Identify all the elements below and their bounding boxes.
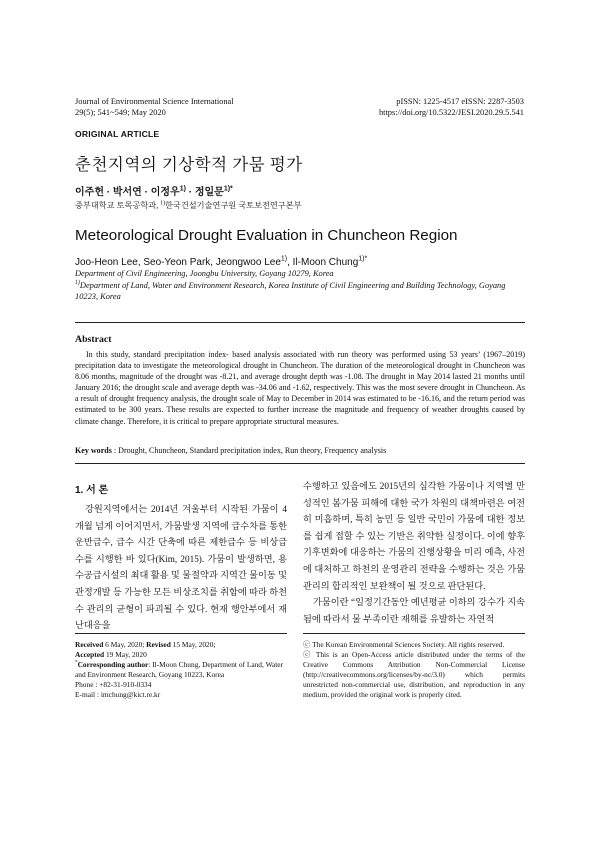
korean-authors <box>75 183 233 198</box>
abstract-body: In this study, standard precipitation index- based analysis associated with run theory was performed using 53 years’ (1967–2019) precipitation data to investigate the meteorological drought in Chuncheon. The duration of the meteorological drought in Chuncheon was 8.06 months, magnitude of the drought was -8.21, and average drought depth was -1.08. The drought in May 2014 lasted 21 months until January 2016; the drought scale and average depth was -34.06 and -1.62, respectively. This was the most severe drought in Chuncheon. As a result of drought frequency analysis, the drought scale of May to December in 2014 was estimated to be -16.16, and the return period was estimated to be 300 years. These results are expected to further increase the magnitude and frequency of weather droughts caused by climate change. Therefore, it is critical to prepare appropriate structural measures. <box>75 350 525 426</box>
license-text: ⓒ This is an Open-Access article distributed under the terms of the Creative Commons Attribution Non-Commercial License (http://creativecommons.org/licenses/by-nc/3.0) which permits unrestricted non-commercial use, distribution, and reproduction in any medium, provided the original work is properly cited. <box>303 650 525 699</box>
issn: pISSN: 1225-4517 eISSN: 2287-3503 <box>396 97 524 106</box>
intro-right-paragraph-2: 가뭄이란 “일정기간동안 예년평균 이하의 강수가 지속됨에 따라서 물 부족이란 재해를 유발하는 자연적 <box>303 597 525 624</box>
article-type: ORIGINAL ARTICLE <box>75 129 160 139</box>
copyright-line: ⓒ The Korean Environmental Sciences Society. All rights reserved. <box>303 640 505 649</box>
english-affiliations <box>75 268 525 303</box>
intro-right-paragraph-1: 수행하고 있음에도 2015년의 심각한 가뭄이나 지역별 만성적인 봄가뭄 피해에 대한 국가 차원의 대책마련은 여전히 미흡하며, 특히 농민 등 일반 국민이 가뭄에 대한 정보를 쉽게 접할 수 있는 기반은 취약한 실정이다. 이에 향후 기후변화에 대응하는 가뭄의 진행상황을 미리 예측, 사전에 대처하고 하천의 운영관리 전략을 수행하는 것은 가뭄관리의 합리적인 보완책이 될 것으로 판단된다. <box>303 481 525 591</box>
korean-title: 춘천지역의 기상학적 가뭄 평가 <box>75 155 303 174</box>
doi-link[interactable]: https://doi.org/10.5322/JESI.2020.29.5.541 <box>378 108 524 117</box>
abstract-top-rule <box>75 322 525 323</box>
english-aff-2-wrap <box>75 280 525 303</box>
corr-details: : Il-Moon Chung, Department of Land, Water and Environment Research, Goyang 10223, Korea <box>75 660 284 679</box>
korean-aff-main: 중부대학교 토목공학과, <box>75 201 161 210</box>
accepted-line <box>75 650 287 660</box>
english-aff-1: Department of Civil Engineering, Joongbu University, Goyang 10279, Korea <box>75 269 334 278</box>
english-author-last: , Il-Moon Chung <box>287 257 359 268</box>
received-label: Received <box>75 640 104 649</box>
journal-ids <box>379 96 524 118</box>
footnote-rule-right <box>303 633 525 634</box>
intro-left-paragraph: 강원지역에서는 2014년 겨울부터 시작된 가뭄이 4개월 넘게 이어지면서, 가뭄발생 지역에 급수차를 통한 운반급수, 급수 시간 단축에 따른 제한급수 등 비상급수를 시행한 바 있다(Kim, 2015). 가뭄이 발생하면, 용수공급시설의 최대 활용 및 물절약과 지역간 물이동 및 관정개발 등 가능한 모든 비상조치를 취함에 따라 하천수 관리의 균형이 파괴될 수 있다. 현재 행안부에서 재난대응을 <box>75 504 287 631</box>
korean-author-names: 이주헌 · 박서연 · 이정우 <box>75 187 180 198</box>
english-authors <box>75 257 367 268</box>
footnote-rule-left <box>75 633 287 634</box>
footnote-left <box>75 640 287 700</box>
english-aff-2: Department of Land, Water and Environment Research, Korea Institute of Civil Engineering and Building Technology, Goyang 10223, Korea <box>75 280 506 301</box>
corresponding-line <box>75 660 287 680</box>
keywords-text: : Drought, Chuncheon, Standard precipitation index, Run theory, Frequency analysis <box>111 446 387 455</box>
korean-author-last: · 정일문 <box>185 187 224 198</box>
english-author-names: Joo-Heon Lee, Seo-Yeon Park, Jeongwoo Lee <box>75 257 281 268</box>
english-aff-2-sup: 1) <box>75 279 80 286</box>
keywords-label: Key words <box>75 446 112 455</box>
keywords <box>75 446 525 455</box>
email-link[interactable]: E-mail : imchung@kict.re.kr <box>75 690 161 699</box>
intro-right-column <box>303 478 525 627</box>
korean-affiliation <box>75 200 302 211</box>
keywords-bottom-rule <box>75 463 525 464</box>
korean-aff-sup: 1) <box>160 200 166 207</box>
corr-sup: * <box>75 659 78 666</box>
received-date: 6 May, 2020; <box>103 640 147 649</box>
footnote-right <box>303 640 525 700</box>
abstract-heading: Abstract <box>75 334 112 345</box>
journal-name: Journal of Environmental Science International <box>75 97 234 106</box>
dates-line <box>75 640 287 650</box>
accepted-date: 19 May, 2020 <box>104 650 147 659</box>
journal-volume: 29(5); 541~549; May 2020 <box>75 108 166 117</box>
revised-date: 15 May, 2020; <box>170 640 216 649</box>
korean-author-sup: 1) <box>179 185 186 193</box>
english-author-last-sup: 1)* <box>358 255 368 263</box>
journal-header <box>75 96 234 118</box>
phone-line: Phone : +82-31-910-0334 <box>75 680 152 689</box>
revised-label: Revised <box>146 640 171 649</box>
corr-label: Corresponding author <box>77 660 149 669</box>
korean-author-last-sup: 1)* <box>223 185 233 193</box>
section-heading-introduction: 1. 서 론 <box>75 485 109 496</box>
korean-aff-rest: 한국건설기술연구원 국토보전연구본부 <box>165 201 302 210</box>
accepted-label: Accepted <box>75 650 105 659</box>
english-author-sup: 1) <box>280 255 288 263</box>
english-title: Meteorological Drought Evaluation in Chuncheon Region <box>75 227 458 244</box>
